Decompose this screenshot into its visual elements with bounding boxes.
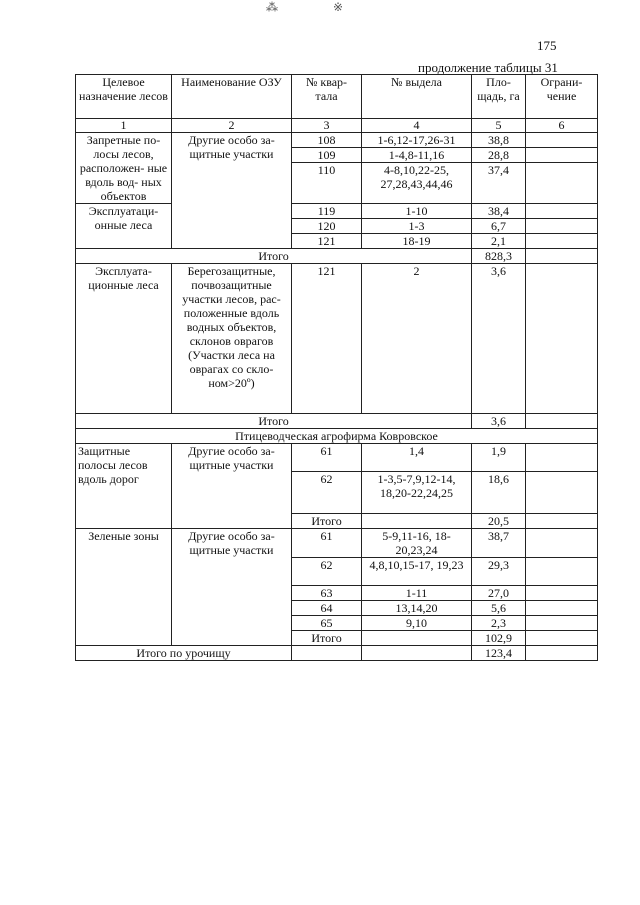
table-row: [76, 264, 598, 414]
table-row: [76, 133, 598, 148]
area-cell: 28,8: [472, 148, 526, 163]
subtotal-area: 20,5: [472, 514, 526, 529]
area-cell: 5,6: [472, 601, 526, 616]
area-cell: 6,7: [472, 219, 526, 234]
quarter-cell: 61: [292, 529, 362, 558]
subtotal-label: Итого: [292, 514, 362, 529]
subtotal-label: Итого: [292, 631, 362, 646]
ozu-cell: Другие особо за- щитные участки: [172, 444, 292, 529]
section-title-row: [76, 429, 598, 444]
vydel-cell: 1-11: [362, 586, 472, 601]
area-cell: 2,3: [472, 616, 526, 631]
grand-total-area: 123,4: [472, 646, 526, 661]
table-row: [76, 529, 598, 558]
vydel-cell: [362, 646, 472, 661]
header-restriction: Ограни- чение: [526, 75, 598, 119]
forest-protection-table: [75, 74, 598, 661]
total-area: 3,6: [472, 414, 526, 429]
header-purpose: Целевое назначение лесов: [76, 75, 172, 119]
vydel-cell: 18-19: [362, 234, 472, 249]
purpose-cell: Эксплуатаци- онные леса: [76, 204, 172, 249]
ozu-cell: Берегозащитные, почвозащитные участки лесов, рас- положенные вдоль водных объектов, склонов оврагов (Участки леса на оврагах со скло- ном>20º): [172, 264, 292, 414]
quarter-cell: 121: [292, 234, 362, 249]
total-label: Итого: [76, 249, 472, 264]
header-area: Пло- щадь, га: [472, 75, 526, 119]
restriction-cell: [526, 249, 598, 264]
ozu-cell: Другие особо за- щитные участки: [172, 133, 292, 249]
vydel-cell: 1-3,5-7,9,12-14, 18,20-22,24,25: [362, 472, 472, 514]
restriction-cell: [526, 148, 598, 163]
grand-total-label: Итого по урочищу: [76, 646, 292, 661]
quarter-cell: 62: [292, 558, 362, 586]
purpose-cell: Эксплуата- ционные леса: [76, 264, 172, 414]
restriction-cell: [526, 631, 598, 646]
ozu-cell: Другие особо за- щитные участки: [172, 529, 292, 646]
header-ozu-name: Наименование ОЗУ: [172, 75, 292, 119]
section-title: Птицеводческая агрофирма Ковровское: [76, 429, 598, 444]
column-number: 3: [292, 119, 362, 133]
quarter-cell: 120: [292, 219, 362, 234]
quarter-cell: 62: [292, 472, 362, 514]
quarter-cell: 108: [292, 133, 362, 148]
restriction-cell: [526, 163, 598, 204]
purpose-cell: Зеленые зоны: [76, 529, 172, 646]
quarter-cell: [292, 646, 362, 661]
area-cell: 18,6: [472, 472, 526, 514]
restriction-cell: [526, 444, 598, 472]
quarter-cell: 109: [292, 148, 362, 163]
area-cell: 38,8: [472, 133, 526, 148]
vydel-cell: 1-4,8-11,16: [362, 148, 472, 163]
area-cell: 27,0: [472, 586, 526, 601]
table-row: [76, 444, 598, 472]
area-cell: 2,1: [472, 234, 526, 249]
page-number: 175: [537, 38, 557, 53]
vydel-cell: 1,4: [362, 444, 472, 472]
vydel-cell: 13,14,20: [362, 601, 472, 616]
quarter-cell: 119: [292, 204, 362, 219]
total-row: [76, 414, 598, 429]
area-cell: 37,4: [472, 163, 526, 204]
restriction-cell: [526, 234, 598, 249]
area-cell: 38,7: [472, 529, 526, 558]
restriction-cell: [526, 204, 598, 219]
table-continuation-label: продолжение таблицы 31: [418, 60, 558, 75]
restriction-cell: [526, 529, 598, 558]
quarter-cell: 110: [292, 163, 362, 204]
area-cell: 38,4: [472, 204, 526, 219]
restriction-cell: [526, 219, 598, 234]
quarter-cell: 64: [292, 601, 362, 616]
column-number: 5: [472, 119, 526, 133]
vydel-cell: [362, 514, 472, 529]
grand-total-row: [76, 646, 598, 661]
area-cell: 3,6: [472, 264, 526, 414]
scan-artifact-mark: ※: [333, 0, 344, 14]
restriction-cell: [526, 646, 598, 661]
subtotal-area: 102,9: [472, 631, 526, 646]
column-number: 6: [526, 119, 598, 133]
vydel-cell: 5-9,11-16, 18-20,23,24: [362, 529, 472, 558]
vydel-cell: 9,10: [362, 616, 472, 631]
restriction-cell: [526, 601, 598, 616]
quarter-cell: 61: [292, 444, 362, 472]
quarter-cell: 121: [292, 264, 362, 414]
column-number: 2: [172, 119, 292, 133]
restriction-cell: [526, 514, 598, 529]
restriction-cell: [526, 264, 598, 414]
column-number: 4: [362, 119, 472, 133]
area-cell: 1,9: [472, 444, 526, 472]
purpose-cell: Запретные по- лосы лесов, расположен- ные вдоль вод- ных объектов: [76, 133, 172, 204]
vydel-cell: 1-3: [362, 219, 472, 234]
table-row: [76, 204, 598, 219]
restriction-cell: [526, 558, 598, 586]
vydel-cell: 4,8,10,15-17, 19,23: [362, 558, 472, 586]
column-number: 1: [76, 119, 172, 133]
quarter-cell: 63: [292, 586, 362, 601]
vydel-cell: [362, 631, 472, 646]
purpose-cell: Защитные полосы лесов вдоль дорог: [76, 444, 172, 529]
restriction-cell: [526, 133, 598, 148]
vydel-cell: 1-10: [362, 204, 472, 219]
header-vydel-number: № выдела: [362, 75, 472, 119]
restriction-cell: [526, 472, 598, 514]
vydel-cell: 1-6,12-17,26-31: [362, 133, 472, 148]
area-cell: 29,3: [472, 558, 526, 586]
restriction-cell: [526, 586, 598, 601]
restriction-cell: [526, 414, 598, 429]
total-row: [76, 249, 598, 264]
total-area: 828,3: [472, 249, 526, 264]
quarter-cell: 65: [292, 616, 362, 631]
scan-artifact-mark: ⁂: [266, 0, 278, 14]
restriction-cell: [526, 616, 598, 631]
vydel-cell: 4-8,10,22-25, 27,28,43,44,46: [362, 163, 472, 204]
column-number-row: [76, 119, 598, 133]
header-quarter-number: № квар- тала: [292, 75, 362, 119]
table-header-row: [76, 75, 598, 119]
vydel-cell: 2: [362, 264, 472, 414]
total-label: Итого: [76, 414, 472, 429]
